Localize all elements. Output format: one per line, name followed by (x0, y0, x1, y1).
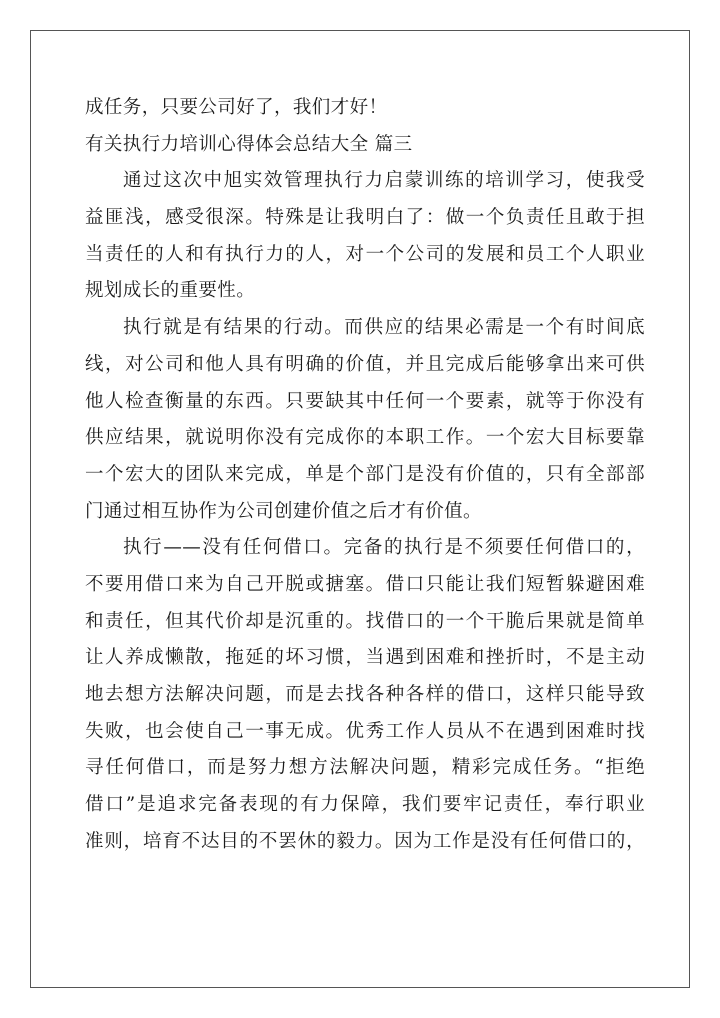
paragraph-line: 不要用借口来为自己开脱或搪塞。借口只能让我们短暂躲避困难 (85, 573, 645, 595)
paragraph-line: 和责任，但其代价却是沉重的。找借口的一个干脆后果就是简单 (85, 610, 645, 632)
paragraph-line: 让人养成懒散，拖延的坏习惯，当遇到困难和挫折时，不是主动 (85, 647, 645, 669)
paragraph-3 (85, 530, 645, 860)
document-body (85, 90, 645, 860)
paragraph-line: 一个宏大的团队来完成，单是个部门是没有价值的，只有全部部 (85, 463, 645, 485)
paragraph-line: 寻任何借口，而是努力想方法解决问题，精彩完成任务。“拒绝 (85, 757, 645, 779)
paragraph-1 (85, 163, 645, 310)
paragraph-line: 规划成长的重要性。 (85, 280, 256, 302)
paragraph-line: 执行——没有任何借口。完备的执行是不须要任何借口的， (123, 537, 645, 559)
paragraph-line: 线，对公司和他人具有明确的价值，并且完成后能够拿出来可供 (85, 353, 645, 375)
paragraph-line: 借口”是追求完备表现的有力保障，我们要牢记责任，奉行职业 (85, 794, 645, 816)
paragraph-line: 他人检查衡量的东西。只要缺其中任何一个要素，就等于你没有 (85, 390, 645, 412)
opening-line: 成任务，只要公司好了，我们才好！ (85, 97, 388, 118)
paragraph-line: 门通过相互协作为公司创建价值之后才有价值。 (85, 500, 482, 522)
paragraph-line: 地去想方法解决问题，而是去找各种各样的借口，这样只能导致 (85, 684, 645, 705)
paragraph-line: 供应结果，就说明你没有完成你的本职工作。一个宏大目标要靠 (85, 427, 645, 449)
paragraph-line: 失败，也会使自己一事无成。优秀工作人员从不在遇到困难时找 (85, 720, 645, 742)
paragraph-line: 益匪浅，感受很深。特殊是让我明白了：做一个负责任且敢于担 (85, 207, 645, 229)
section-heading: 有关执行力培训心得体会总结大全 篇三 (85, 133, 413, 155)
paragraph-line: 执行就是有结果的行动。而供应的结果必需是一个有时间底 (123, 317, 645, 339)
paragraph-line: 当责任的人和有执行力的人，对一个公司的发展和员工个人职业 (85, 243, 645, 265)
paragraph-2 (85, 310, 645, 530)
paragraph-line: 通过这次中旭实效管理执行力启蒙训练的培训学习，使我受 (123, 170, 645, 192)
paragraph-line: 准则，培育不达目的不罢休的毅力。因为工作是没有任何借口的， (85, 830, 645, 852)
